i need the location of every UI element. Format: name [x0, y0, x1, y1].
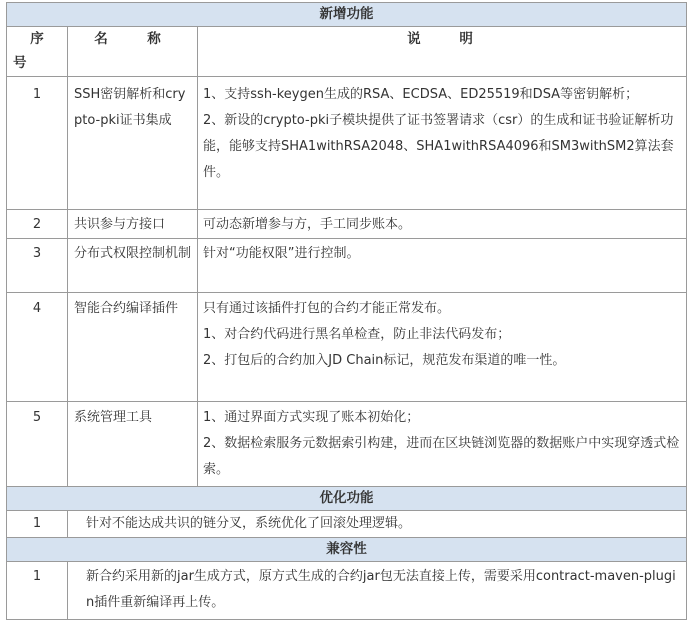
- row-desc: [68, 511, 687, 538]
- row-desc-text: 新合约采用新的jar生成方式，原方式生成的合约jar包无法直接上传，需要采用contract-maven-plugin插件重新编译再上传。: [86, 569, 676, 610]
- row-desc-block: [198, 239, 686, 270]
- feature-table: [6, 2, 687, 620]
- row-name-text: 共识参与方接口: [74, 217, 166, 232]
- row-desc-line: 针对“功能权限”进行控制。: [203, 246, 360, 261]
- row-name-text: 分布式权限控制机制: [74, 246, 192, 261]
- table-row: [7, 402, 687, 487]
- row-number-text: 2: [32, 217, 42, 232]
- column-header-name-text: 名 称: [94, 31, 171, 47]
- row-number: [7, 402, 68, 487]
- row-desc-line: 可动态新增参与方，手工同步账本。: [203, 217, 412, 232]
- row-desc-line: 1、通过界面方式实现了账本初始化；: [203, 410, 420, 425]
- row-name-text: 系统管理工具: [74, 410, 153, 425]
- table-row: [7, 239, 687, 293]
- section-title-optimization: 优化功能: [7, 487, 687, 511]
- row-number-text: 1: [32, 516, 42, 531]
- row-name: [68, 293, 198, 402]
- row-number-text: 1: [32, 569, 42, 584]
- row-number: [7, 77, 68, 210]
- section-header-compatibility: [7, 538, 687, 562]
- section-header-new-features: [7, 3, 687, 27]
- row-desc-block: [198, 77, 686, 189]
- row-desc-line: 2、新设的crypto-pki子模块提供了证书签署请求（csr）的生成和证书验证解析功能，能够支持SHA1withRSA2048、SHA1withRSA4096和SM3withSM2算法套件。: [203, 113, 674, 180]
- row-name-text: 智能合约编译插件: [74, 301, 179, 316]
- row-desc-line: 1、支持ssh-keygen生成的RSA、ECDSA、ED25519和DSA等密钥解析；: [203, 87, 639, 102]
- row-number: [7, 562, 68, 620]
- row-number-text: 3: [32, 246, 42, 261]
- row-desc-block: [198, 402, 686, 486]
- table-row: [7, 511, 687, 538]
- row-desc: [198, 77, 687, 210]
- row-number: [7, 511, 68, 538]
- row-name: [68, 239, 198, 293]
- table-row: [7, 77, 687, 210]
- column-header-no-line1: 序: [30, 31, 44, 47]
- row-desc-line: 2、数据检索服务元数据索引构建，进而在区块链浏览器的数据账户中实现穿透式检索。: [203, 436, 680, 477]
- row-desc: [68, 562, 687, 620]
- row-desc-line: 2、打包后的合约加入JD Chain标记，规范发布渠道的唯一性。: [203, 353, 566, 368]
- column-header-name: [68, 27, 198, 77]
- row-number: [7, 293, 68, 402]
- section-title-compatibility: 兼容性: [7, 538, 687, 562]
- table-row: [7, 210, 687, 239]
- row-name: [68, 402, 198, 487]
- table-row: [7, 562, 687, 620]
- row-desc-block: [198, 293, 686, 377]
- row-desc-line: 1、对合约代码进行黑名单检查，防止非法代码发布；: [203, 327, 511, 342]
- row-number: [7, 210, 68, 239]
- row-number-text: 1: [32, 87, 42, 102]
- row-desc: [198, 402, 687, 487]
- section-header-optimization: [7, 487, 687, 511]
- row-desc-text: 针对不能达成共识的链分叉，系统优化了回滚处理逻辑。: [86, 516, 412, 531]
- column-header-no: [7, 27, 68, 77]
- column-header-desc-text: 说 明: [407, 31, 477, 47]
- row-name: [68, 210, 198, 239]
- row-number-text: 4: [32, 301, 42, 316]
- row-desc-block: [198, 210, 686, 238]
- column-header-no-line2: 号: [13, 55, 27, 71]
- column-header-row: [7, 27, 687, 77]
- row-desc: [198, 210, 687, 239]
- section-title-new-features: 新增功能: [7, 3, 687, 27]
- row-desc-line: 只有通过该插件打包的合约才能正常发布。: [203, 301, 451, 316]
- table-row: [7, 293, 687, 402]
- row-name-text: SSH密钥解析和crypto-pki证书集成: [74, 87, 186, 128]
- row-number-text: 5: [32, 410, 42, 425]
- column-header-desc: [198, 27, 687, 77]
- row-desc: [198, 239, 687, 293]
- row-name: [68, 77, 198, 210]
- row-number: [7, 239, 68, 293]
- row-desc: [198, 293, 687, 402]
